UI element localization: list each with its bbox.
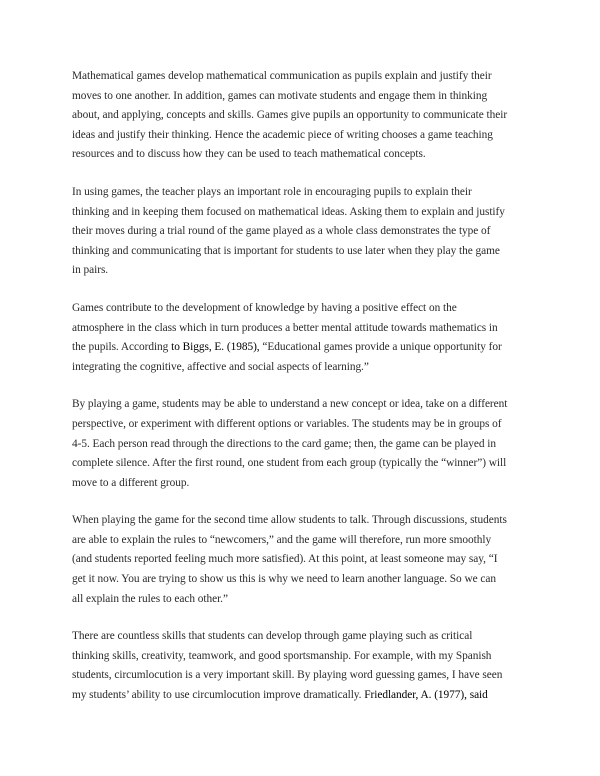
paragraph-line: atmosphere in the class which in turn produces a better mental attitude towards mathematics in (72, 321, 498, 334)
paragraph-line: about, and applying, concepts and skills. Games give pupils an opportunity to communicate their (72, 109, 508, 122)
paragraph-line: There are countless skills that students can develop through game playing such as critical (72, 630, 473, 643)
paragraph-line: (and students reported feeling much more satisfied). At this point, at least someone may say, “I (72, 553, 498, 566)
paragraph-3 (72, 299, 534, 377)
text-run: my students’ ability to use circumlocution improve dramatically. (72, 689, 365, 702)
paragraph-line: thinking skills, creativity, teamwork, and good sportsmanship. For example, with my Spanish (72, 649, 492, 662)
paragraph-line: By playing a game, students may be able to understand a new concept or idea, take on a different (72, 398, 508, 411)
paragraph-1 (72, 67, 534, 165)
paragraph-5 (72, 511, 534, 609)
paragraph-4 (72, 395, 534, 493)
text-run: “Educational games provide a unique opportunity for (259, 341, 502, 354)
citation-friedlander: Friedlander, A. (1977), said (364, 689, 488, 702)
paragraph-line: get it now. You are trying to show us this is why we need to learn another language. So we can (72, 573, 496, 586)
paragraph-line (72, 338, 534, 358)
paragraph-line: When playing the game for the second time allow students to talk. Through discussions, students (72, 514, 507, 527)
paragraph-line: In using games, the teacher plays an important role in encouraging pupils to explain their (72, 185, 472, 198)
paragraph-line: move to a different group. (72, 476, 190, 489)
paragraph-line: integrating the cognitive, affective and social aspects of learning.” (72, 360, 369, 373)
paragraph-line: students, circumlocution is a very important skill. By playing word guessing games, I have seen (72, 669, 503, 682)
citation-biggs: to Biggs, E. (1985), (171, 341, 260, 354)
paragraph-line: thinking and in keeping them focused on mathematical ideas. Asking them to explain and justify (72, 205, 505, 218)
paragraph-line: complete silence. After the first round, one student from each group (typically the “winner”) will (72, 457, 507, 470)
paragraph-line: perspective, or experiment with different options or variables. The students may be in groups of (72, 417, 502, 430)
paragraph-line: moves to one another. In addition, games can motivate students and engage them in thinking (72, 89, 488, 102)
paragraph-line: their moves during a trial round of the game played as a whole class demonstrates the type of (72, 225, 491, 238)
text-run: the pupils. According (72, 341, 172, 354)
paragraph-2 (72, 183, 534, 281)
paragraph-line: in pairs. (72, 264, 109, 277)
paragraph-line: Mathematical games develop mathematical communication as pupils explain and justify their (72, 70, 492, 82)
document-body (72, 67, 534, 724)
paragraph-line: 4-5. Each person read through the directions to the card game; then, the game can be played in (72, 437, 496, 450)
paragraph-6 (72, 627, 534, 705)
paragraph-line (72, 686, 534, 706)
paragraph-line: ideas and justify their thinking. Hence the academic piece of writing chooses a game teaching (72, 128, 493, 141)
paragraph-line: Games contribute to the development of knowledge by having a positive effect on the (72, 301, 457, 314)
paragraph-line: thinking and communicating that is important for students to use later when they play the game (72, 244, 500, 257)
paragraph-line: all explain the rules to each other.” (72, 592, 228, 605)
paragraph-line: resources and to discuss how they can be used to teach mathematical concepts. (72, 148, 426, 161)
paragraph-line: are able to explain the rules to “newcomers,” and the game will therefore, run more smoothly (72, 533, 492, 546)
